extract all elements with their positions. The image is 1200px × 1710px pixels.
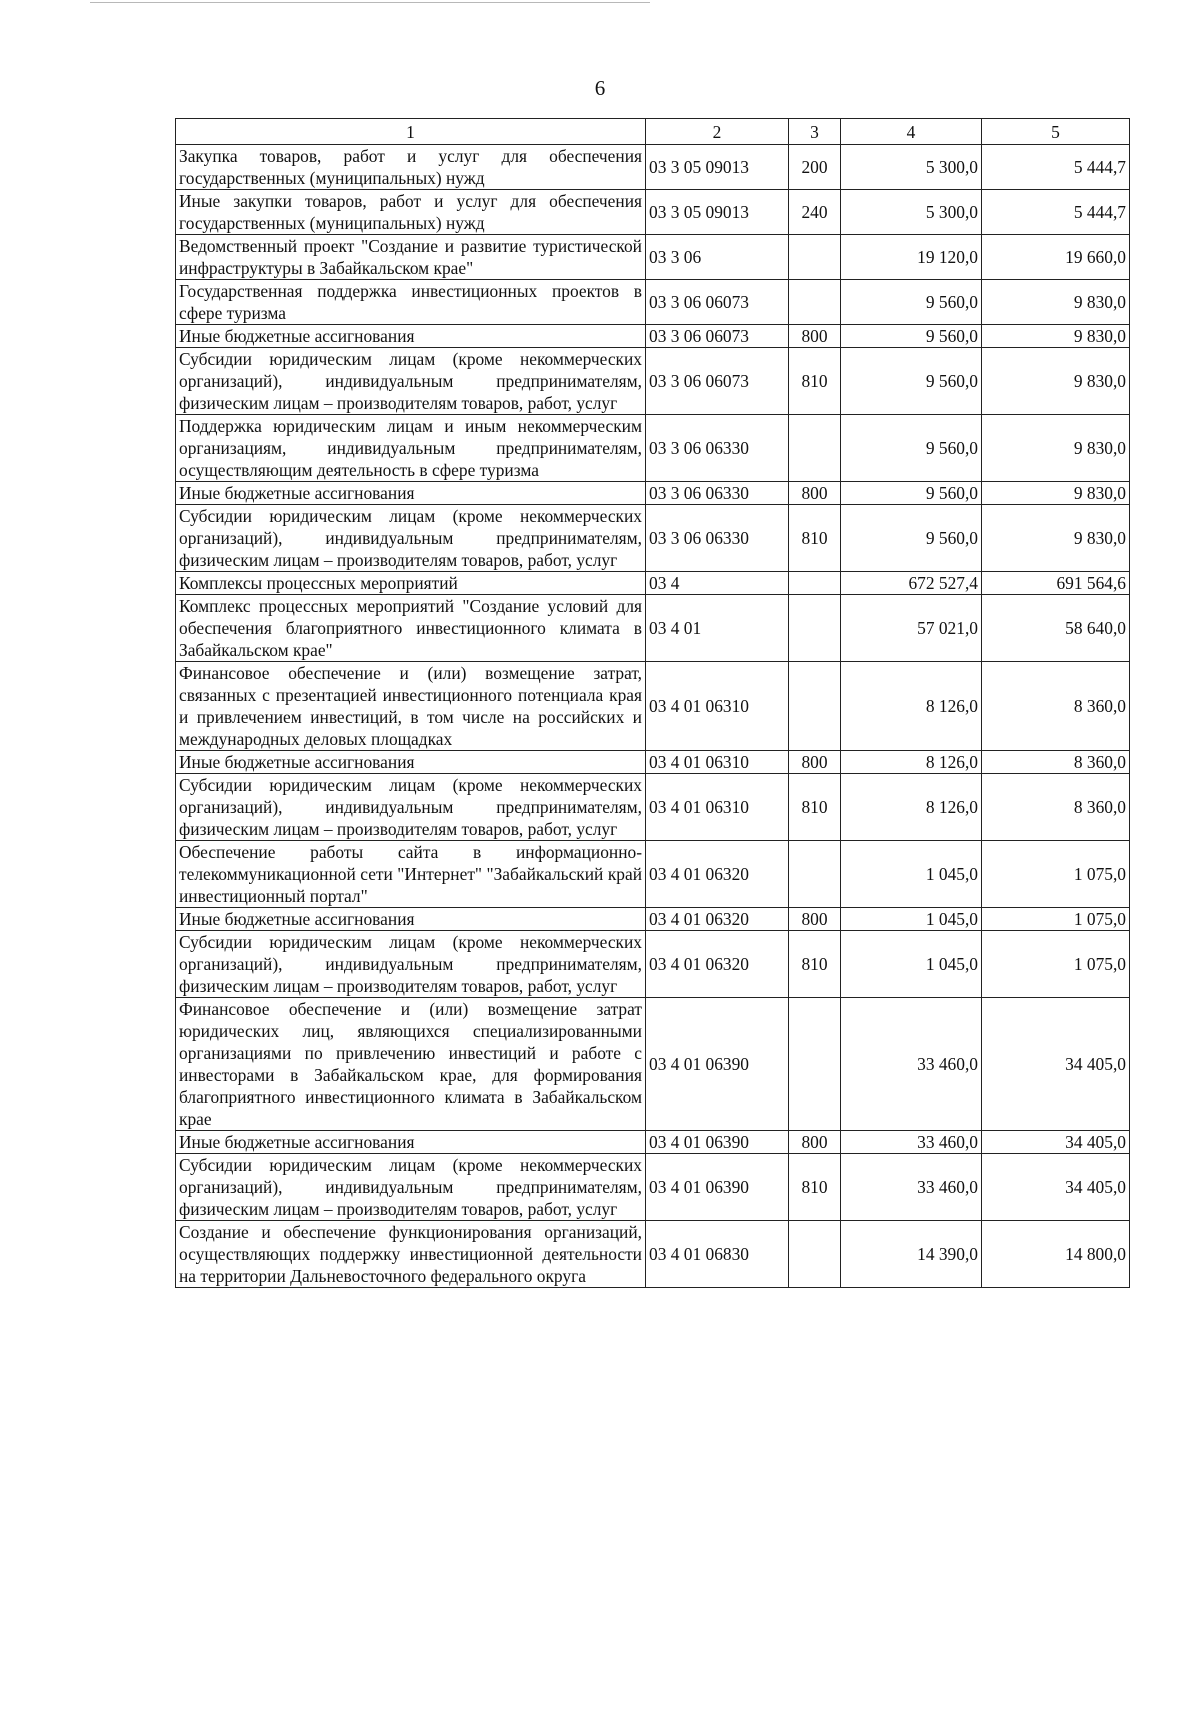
cell-name: Иные бюджетные ассигнования bbox=[176, 1131, 646, 1154]
cell-name: Создание и обеспечение функционирования организаций, осуществляющих поддержку инвестиционной деятельности на территории Дальневосточного федерального округа bbox=[176, 1221, 646, 1288]
cell-amount-1: 33 460,0 bbox=[841, 998, 982, 1131]
cell-amount-1: 14 390,0 bbox=[841, 1221, 982, 1288]
scan-artifact-line bbox=[90, 2, 650, 3]
cell-amount-1: 33 460,0 bbox=[841, 1131, 982, 1154]
cell-name: Субсидии юридическим лицам (кроме некоммерческих организаций), индивидуальным предпринимателям, физическим лицам – производителям товаров, работ, услуг bbox=[176, 931, 646, 998]
cell-expense-type: 810 bbox=[789, 505, 841, 572]
cell-amount-2: 8 360,0 bbox=[982, 774, 1130, 841]
cell-expense-type: 240 bbox=[789, 190, 841, 235]
cell-amount-2: 8 360,0 bbox=[982, 751, 1130, 774]
cell-amount-2: 9 830,0 bbox=[982, 348, 1130, 415]
cell-amount-2: 14 800,0 bbox=[982, 1221, 1130, 1288]
cell-name: Иные бюджетные ассигнования bbox=[176, 751, 646, 774]
cell-name: Ведомственный проект "Создание и развитие туристической инфраструктуры в Забайкальском крае" bbox=[176, 235, 646, 280]
cell-code: 03 3 06 bbox=[646, 235, 789, 280]
cell-name: Иные бюджетные ассигнования bbox=[176, 325, 646, 348]
table-row bbox=[176, 1221, 1130, 1288]
cell-code: 03 3 06 06330 bbox=[646, 505, 789, 572]
cell-amount-2: 58 640,0 bbox=[982, 595, 1130, 662]
cell-amount-2: 34 405,0 bbox=[982, 1131, 1130, 1154]
cell-name: Финансовое обеспечение и (или) возмещение затрат юридических лиц, являющихся специализированными организациями по привлечению инвестиций и работе с инвесторами в Забайкальском крае, для формирования благоприятного инвестиционного климата в Забайкальском крае bbox=[176, 998, 646, 1131]
cell-name: Субсидии юридическим лицам (кроме некоммерческих организаций), индивидуальным предпринимателям, физическим лицам – производителям товаров, работ, услуг bbox=[176, 1154, 646, 1221]
cell-code: 03 3 05 09013 bbox=[646, 190, 789, 235]
cell-code: 03 3 06 06073 bbox=[646, 280, 789, 325]
cell-amount-1: 5 300,0 bbox=[841, 145, 982, 190]
cell-expense-type bbox=[789, 415, 841, 482]
cell-name: Комплексы процессных мероприятий bbox=[176, 572, 646, 595]
table-row bbox=[176, 1154, 1130, 1221]
table-row bbox=[176, 325, 1130, 348]
cell-amount-1: 1 045,0 bbox=[841, 841, 982, 908]
cell-expense-type bbox=[789, 998, 841, 1131]
cell-name: Государственная поддержка инвестиционных проектов в сфере туризма bbox=[176, 280, 646, 325]
cell-expense-type bbox=[789, 595, 841, 662]
table-row bbox=[176, 774, 1130, 841]
cell-name: Субсидии юридическим лицам (кроме некоммерческих организаций), индивидуальным предпринимателям, физическим лицам – производителям товаров, работ, услуг bbox=[176, 774, 646, 841]
cell-expense-type bbox=[789, 662, 841, 751]
table-row bbox=[176, 415, 1130, 482]
cell-expense-type bbox=[789, 280, 841, 325]
cell-expense-type: 810 bbox=[789, 931, 841, 998]
cell-amount-1: 1 045,0 bbox=[841, 931, 982, 998]
cell-amount-1: 9 560,0 bbox=[841, 325, 982, 348]
column-header-name: 1 bbox=[176, 119, 646, 145]
cell-code: 03 3 05 09013 bbox=[646, 145, 789, 190]
cell-code: 03 4 01 bbox=[646, 595, 789, 662]
table-row bbox=[176, 482, 1130, 505]
cell-amount-1: 9 560,0 bbox=[841, 415, 982, 482]
cell-code: 03 3 06 06073 bbox=[646, 325, 789, 348]
cell-amount-2: 1 075,0 bbox=[982, 908, 1130, 931]
column-header-code: 2 bbox=[646, 119, 789, 145]
cell-code: 03 4 01 06310 bbox=[646, 662, 789, 751]
cell-name: Иные бюджетные ассигнования bbox=[176, 482, 646, 505]
page-number: 6 bbox=[594, 76, 606, 100]
table-row bbox=[176, 662, 1130, 751]
cell-amount-1: 57 021,0 bbox=[841, 595, 982, 662]
table-body bbox=[176, 145, 1130, 1288]
table-row bbox=[176, 931, 1130, 998]
table-row bbox=[176, 235, 1130, 280]
table-row bbox=[176, 348, 1130, 415]
cell-name: Закупка товаров, работ и услуг для обеспечения государственных (муниципальных) нужд bbox=[176, 145, 646, 190]
cell-expense-type: 200 bbox=[789, 145, 841, 190]
cell-expense-type: 800 bbox=[789, 1131, 841, 1154]
cell-name: Финансовое обеспечение и (или) возмещение затрат, связанных с презентацией инвестиционного потенциала края и привлечением инвестиций, в том числе на российских и международных деловых площадках bbox=[176, 662, 646, 751]
budget-table bbox=[175, 118, 1130, 1288]
cell-amount-1: 33 460,0 bbox=[841, 1154, 982, 1221]
cell-code: 03 4 01 06390 bbox=[646, 1154, 789, 1221]
cell-amount-1: 8 126,0 bbox=[841, 774, 982, 841]
cell-amount-2: 1 075,0 bbox=[982, 841, 1130, 908]
cell-code: 03 3 06 06330 bbox=[646, 482, 789, 505]
table-row bbox=[176, 145, 1130, 190]
cell-amount-2: 8 360,0 bbox=[982, 662, 1130, 751]
table-row bbox=[176, 841, 1130, 908]
cell-amount-2: 19 660,0 bbox=[982, 235, 1130, 280]
cell-expense-type: 810 bbox=[789, 1154, 841, 1221]
cell-expense-type: 800 bbox=[789, 751, 841, 774]
cell-expense-type: 800 bbox=[789, 482, 841, 505]
cell-expense-type: 800 bbox=[789, 908, 841, 931]
table-row bbox=[176, 751, 1130, 774]
cell-amount-2: 9 830,0 bbox=[982, 325, 1130, 348]
table-row bbox=[176, 595, 1130, 662]
column-header-type: 3 bbox=[789, 119, 841, 145]
cell-amount-1: 9 560,0 bbox=[841, 482, 982, 505]
cell-code: 03 3 06 06330 bbox=[646, 415, 789, 482]
cell-expense-type bbox=[789, 1221, 841, 1288]
cell-code: 03 4 01 06310 bbox=[646, 751, 789, 774]
cell-amount-1: 8 126,0 bbox=[841, 662, 982, 751]
cell-name: Поддержка юридическим лицам и иным некоммерческим организациям, индивидуальным предпринимателям, осуществляющим деятельность в сфере туризма bbox=[176, 415, 646, 482]
cell-code: 03 4 01 06320 bbox=[646, 841, 789, 908]
cell-expense-type bbox=[789, 235, 841, 280]
table-row bbox=[176, 505, 1130, 572]
cell-amount-2: 9 830,0 bbox=[982, 280, 1130, 325]
cell-code: 03 4 01 06390 bbox=[646, 1131, 789, 1154]
cell-code: 03 4 01 06320 bbox=[646, 931, 789, 998]
cell-code: 03 4 bbox=[646, 572, 789, 595]
column-header-sum1: 4 bbox=[841, 119, 982, 145]
cell-amount-1: 8 126,0 bbox=[841, 751, 982, 774]
table-row bbox=[176, 1131, 1130, 1154]
cell-code: 03 4 01 06830 bbox=[646, 1221, 789, 1288]
cell-name: Субсидии юридическим лицам (кроме некоммерческих организаций), индивидуальным предпринимателям, физическим лицам – производителям товаров, работ, услуг bbox=[176, 348, 646, 415]
table-row bbox=[176, 908, 1130, 931]
cell-amount-2: 9 830,0 bbox=[982, 505, 1130, 572]
cell-name: Обеспечение работы сайта в информационно-телекоммуникационной сети "Интернет" "Забайкальский край инвестиционный портал" bbox=[176, 841, 646, 908]
cell-amount-1: 9 560,0 bbox=[841, 505, 982, 572]
cell-amount-1: 9 560,0 bbox=[841, 348, 982, 415]
cell-name: Комплекс процессных мероприятий "Создание условий для обеспечения благоприятного инвестиционного климата в Забайкальском крае" bbox=[176, 595, 646, 662]
cell-expense-type: 810 bbox=[789, 348, 841, 415]
table-row bbox=[176, 190, 1130, 235]
cell-code: 03 4 01 06390 bbox=[646, 998, 789, 1131]
cell-amount-2: 34 405,0 bbox=[982, 1154, 1130, 1221]
cell-amount-2: 5 444,7 bbox=[982, 145, 1130, 190]
cell-amount-1: 5 300,0 bbox=[841, 190, 982, 235]
column-header-sum2: 5 bbox=[982, 119, 1130, 145]
table-row bbox=[176, 998, 1130, 1131]
cell-code: 03 3 06 06073 bbox=[646, 348, 789, 415]
cell-amount-1: 672 527,4 bbox=[841, 572, 982, 595]
cell-amount-2: 5 444,7 bbox=[982, 190, 1130, 235]
cell-amount-1: 19 120,0 bbox=[841, 235, 982, 280]
cell-expense-type bbox=[789, 572, 841, 595]
table-row bbox=[176, 280, 1130, 325]
cell-name: Иные бюджетные ассигнования bbox=[176, 908, 646, 931]
cell-amount-2: 34 405,0 bbox=[982, 998, 1130, 1131]
cell-amount-2: 691 564,6 bbox=[982, 572, 1130, 595]
cell-expense-type: 810 bbox=[789, 774, 841, 841]
cell-amount-1: 9 560,0 bbox=[841, 280, 982, 325]
cell-amount-1: 1 045,0 bbox=[841, 908, 982, 931]
cell-expense-type bbox=[789, 841, 841, 908]
table-row bbox=[176, 572, 1130, 595]
table-header-row bbox=[176, 119, 1130, 145]
cell-name: Субсидии юридическим лицам (кроме некоммерческих организаций), индивидуальным предпринимателям, физическим лицам – производителям товаров, работ, услуг bbox=[176, 505, 646, 572]
cell-amount-2: 9 830,0 bbox=[982, 415, 1130, 482]
cell-amount-2: 9 830,0 bbox=[982, 482, 1130, 505]
cell-expense-type: 800 bbox=[789, 325, 841, 348]
cell-name: Иные закупки товаров, работ и услуг для обеспечения государственных (муниципальных) нужд bbox=[176, 190, 646, 235]
cell-code: 03 4 01 06310 bbox=[646, 774, 789, 841]
cell-amount-2: 1 075,0 bbox=[982, 931, 1130, 998]
cell-code: 03 4 01 06320 bbox=[646, 908, 789, 931]
